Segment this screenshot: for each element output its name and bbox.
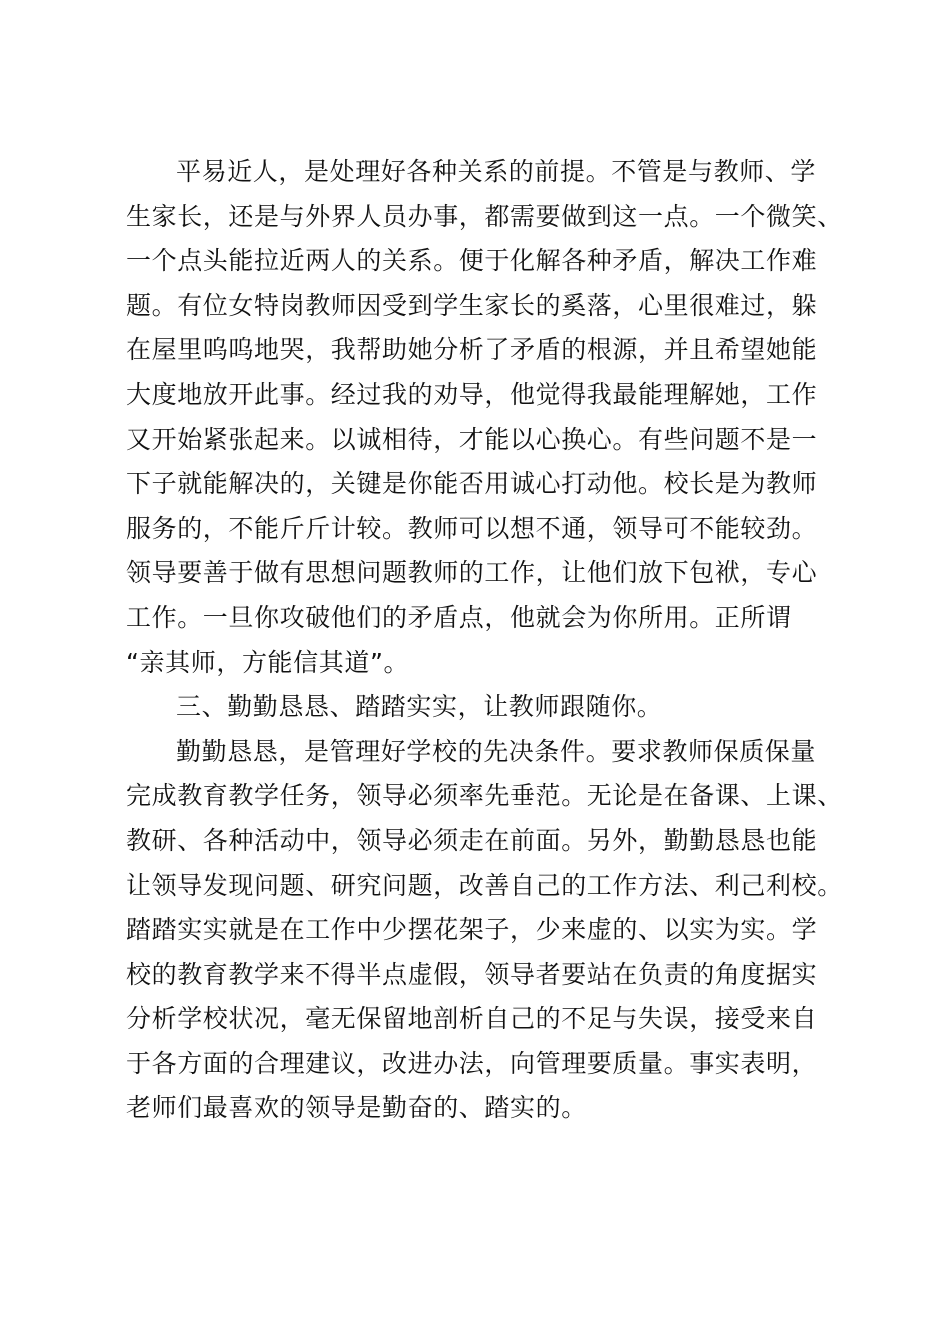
paragraph-line: 题。有位女特岗教师因受到学生家长的奚落，心里很难过，躲: [126, 290, 818, 320]
paragraph-line: 于各方面的合理建议，改进办法，向管理要质量。事实表明，: [126, 1048, 818, 1078]
paragraph-line: 踏踏实实就是在工作中少摆花架子，少来虚的、以实为实。学: [126, 915, 818, 945]
paragraph-line: 服务的，不能斤斤计较。教师可以想不通，领导可不能较劲。: [126, 513, 818, 543]
paragraph-line: 领导要善于做有思想问题教师的工作，让他们放下包袱，专心: [126, 558, 818, 588]
paragraph-line: 让领导发现问题、研究问题，改善自己的工作方法、利己利校。: [126, 870, 843, 900]
paragraph-line: 教研、各种活动中，领导必须走在前面。另外，勤勤恳恳也能: [126, 825, 818, 855]
paragraph-line: 平易近人，是处理好各种关系的前提。不管是与教师、学: [176, 157, 817, 186]
paragraph-line: 分析学校状况，毫无保留地剖析自己的不足与失误，接受来自: [126, 1004, 818, 1034]
paragraph-line: “亲其师，方能信其道”。: [126, 647, 410, 677]
paragraph-line: 工作。一旦你攻破他们的矛盾点，他就会为你所用。正所谓: [126, 602, 792, 632]
paragraph-line: 又开始紧张起来。以诚相待，才能以心换心。有些问题不是一: [126, 424, 818, 454]
paragraph-approachable: [126, 150, 843, 685]
paragraph-line: 勤勤恳恳，是管理好学校的先决条件。要求教师保质保量: [176, 736, 817, 766]
paragraph-line: 完成教育教学任务，领导必须率先垂范。无论是在备课、上课、: [126, 781, 843, 811]
section-heading: 三、勤勤恳恳、踏踏实实，让教师跟随你。: [176, 692, 663, 722]
paragraph-line: 在屋里呜呜地哭，我帮助她分析了矛盾的根源，并且希望她能: [126, 335, 818, 365]
paragraph-line: 一个点头能拉近两人的关系。便于化解各种矛盾，解决工作难: [126, 246, 818, 276]
paragraph-line: 下子就能解决的，关键是你能否用诚心打动他。校长是为教师: [126, 469, 818, 499]
paragraph-line: 大度地放开此事。经过我的劝导，他觉得我最能理解她，工作: [126, 379, 818, 409]
document-body: [126, 150, 843, 1131]
paragraph-diligence: [126, 730, 843, 1131]
paragraph-line: 老师们最喜欢的领导是勤奋的、踏实的。: [126, 1093, 587, 1123]
paragraph-line: 生家长，还是与外界人员办事，都需要做到这一点。一个微笑、: [126, 201, 843, 231]
paragraph-line: 校的教育教学来不得半点虚假，领导者要站在负责的角度据实: [126, 959, 818, 989]
